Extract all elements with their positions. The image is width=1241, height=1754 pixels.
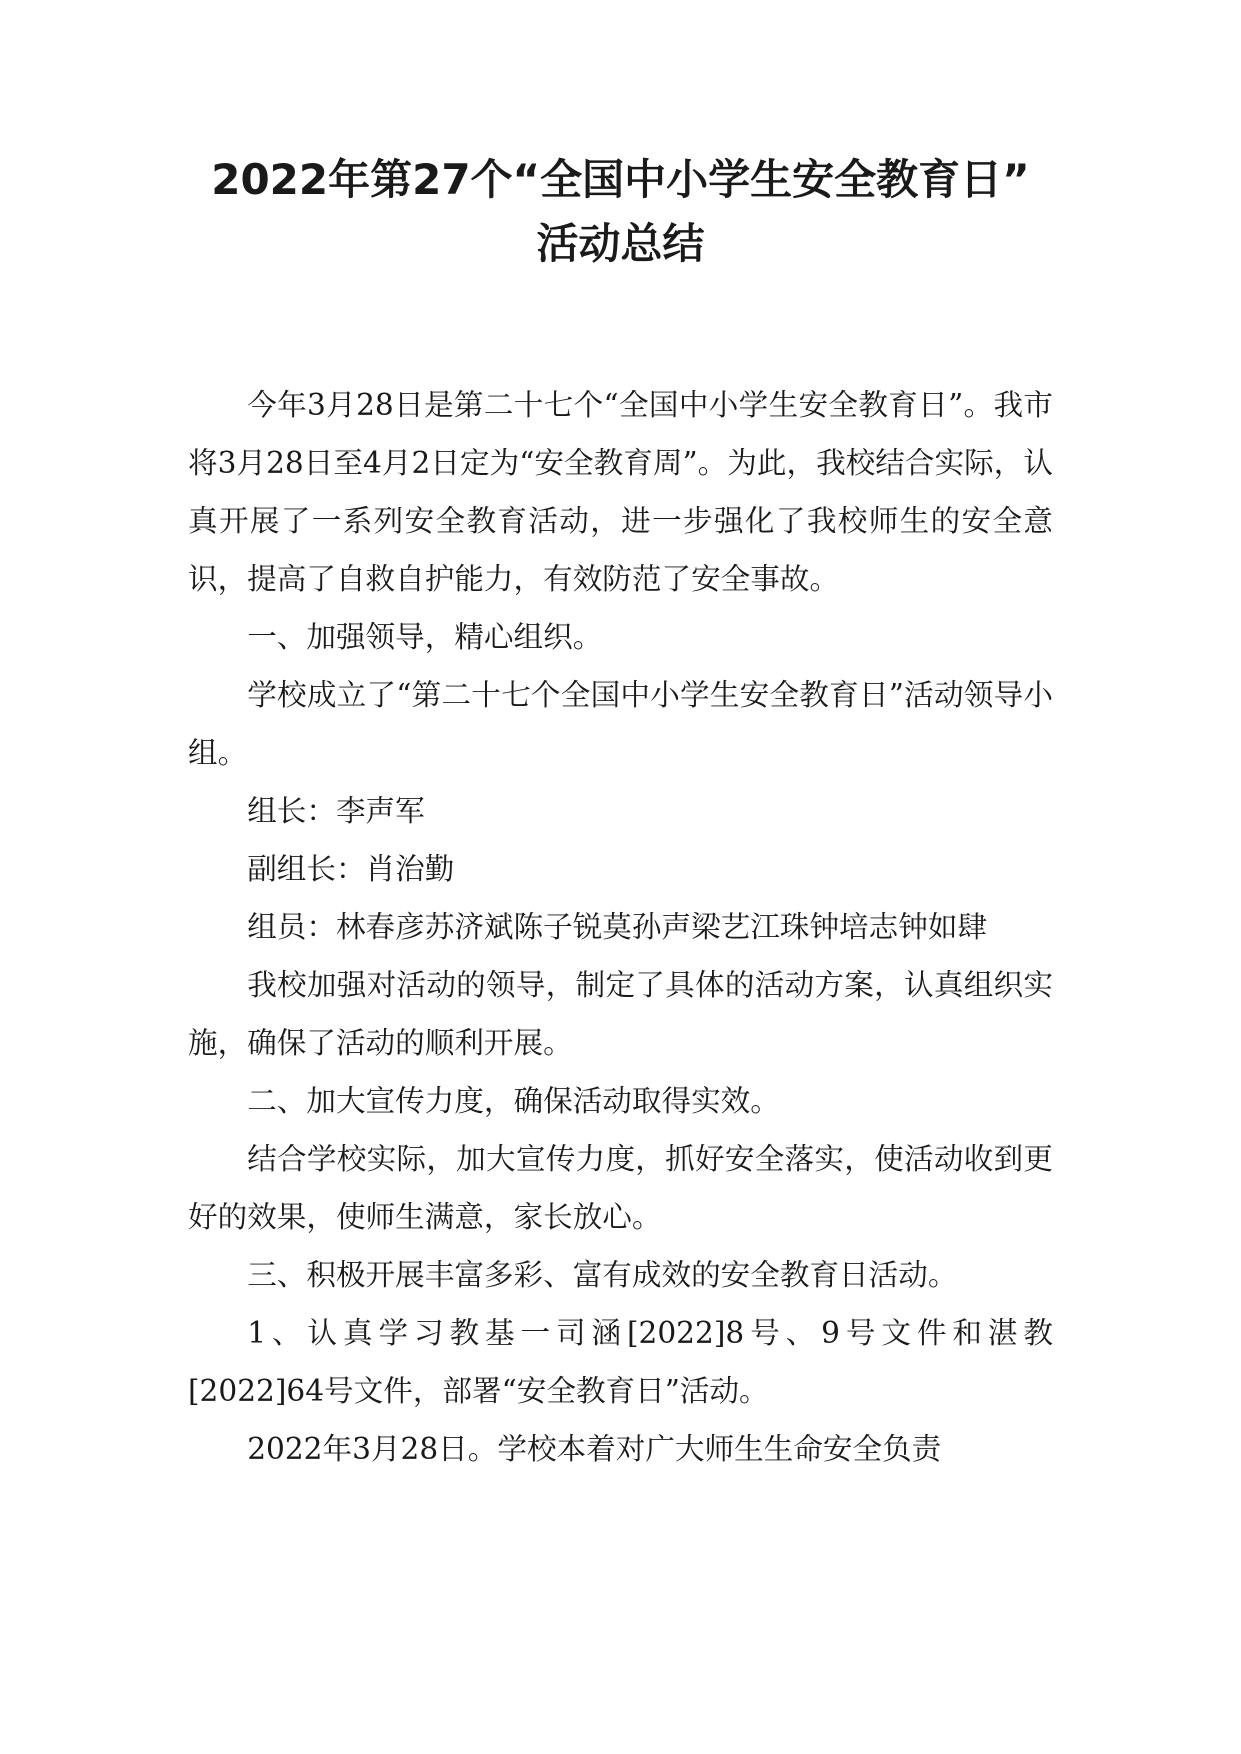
document-body [188, 376, 1053, 1478]
team-leader: 组长：李声军 [247, 794, 425, 828]
paragraph: 1、认真学习教基一司涵[2022]8号、9号文件和湛教[2022]64号文件，部署“安全教育日”活动。 [188, 1316, 1053, 1408]
team-members: 组员：林春彦苏济斌陈子锐莫孙声梁艺江珠钟培志钟如肆 [247, 910, 988, 944]
section-heading-2: 二、加大宣传力度，确保活动取得实效。 [247, 1084, 780, 1118]
paragraph: 结合学校实际，加大宣传力度，抓好安全落实，使活动收到更好的效果，使师生满意，家长放心。 [188, 1142, 1053, 1234]
paragraph: 2022年3月28日。学校本着对广大师生生命安全负责 [247, 1432, 942, 1466]
paragraph: 学校成立了“第二十七个全国中小学生安全教育日”活动领导小组。 [188, 678, 1053, 770]
section-heading-3: 三、积极开展丰富多彩、富有成效的安全教育日活动。 [247, 1258, 958, 1292]
team-deputy-leader: 副组长：肖治勤 [247, 852, 455, 886]
title-line-1: 2022年第27个“全国中小学生安全教育日” [211, 155, 1030, 204]
document-title [188, 148, 1053, 276]
section-heading-1: 一、加强领导，精心组织。 [247, 620, 603, 654]
paragraph-intro: 今年3月28日是第二十七个“全国中小学生安全教育日”。我市将3月28日至4月2日定为“安全教育周”。为此，我校结合实际，认真开展了一系列安全教育活动，进一步强化了我校师生的安全意识，提高了自救自护能力，有效防范了安全事故。 [188, 388, 1053, 596]
title-line-2: 活动总结 [536, 219, 705, 268]
paragraph: 我校加强对活动的领导，制定了具体的活动方案，认真组织实施，确保了活动的顺利开展。 [188, 968, 1053, 1060]
